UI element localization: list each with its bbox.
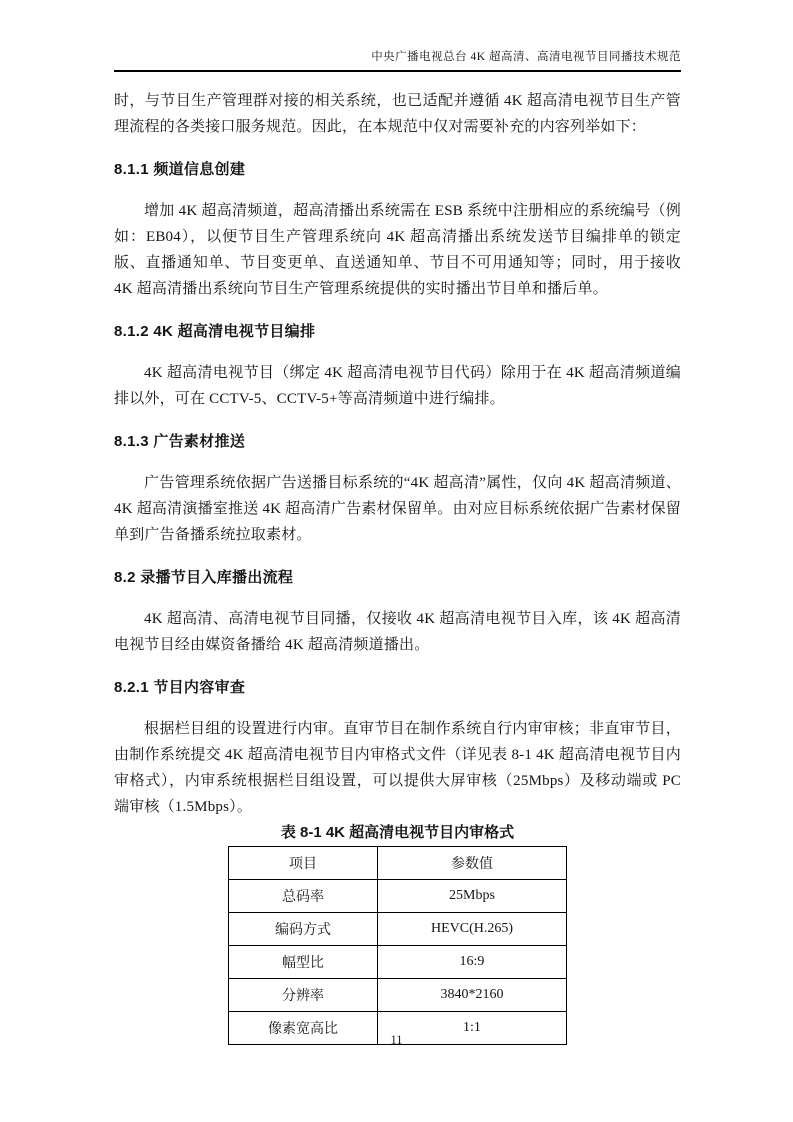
table-cell-item: 分辨率 xyxy=(229,979,378,1012)
section-heading-8-1-3: 8.1.3 广告素材推送 xyxy=(114,433,246,450)
table-cell-value: 25Mbps xyxy=(378,880,567,913)
table-row xyxy=(229,946,567,979)
table-cell-item: 像素宽高比 xyxy=(229,1012,378,1045)
section-heading-8-2-1: 8.2.1 节目内容审查 xyxy=(114,679,246,696)
table-cell-value: 16:9 xyxy=(378,946,567,979)
section-body-8-1-3: 广告管理系统依据广告送播目标系统的“4K 超高清”属性，仅向 4K 超高清频道、4K 超高清演播室推送 4K 超高清广告素材保留单。由对应目标系统依据广告素材保留单到广告备播系统拉取素材。 xyxy=(114,475,681,543)
table-header-row xyxy=(229,847,567,880)
section-body-8-2: 4K 超高清、高清电视节目同播，仅接收 4K 超高清电视节目入库，该 4K 超高清电视节目经由媒资备播给 4K 超高清频道播出。 xyxy=(114,611,681,653)
table-row xyxy=(229,913,567,946)
page-number: 11 xyxy=(390,1033,403,1047)
review-format-table xyxy=(228,846,567,1045)
section-body-8-2-1: 根据栏目组的设置进行内审。直审节目在制作系统自行内审审核；非直审节目，由制作系统提交 4K 超高清电视节目内审格式文件（详见表 8-1 4K 超高清电视节目内审格式），内审系统根据栏目组设置，可以提供大屏审核（25Mbps）及移动端或 PC 端审核（1.5Mbps）。 xyxy=(114,721,681,815)
table-row xyxy=(229,880,567,913)
page-header xyxy=(114,0,681,72)
intro-paragraph: 时，与节目生产管理群对接的相关系统，也已适配并遵循 4K 超高清电视节目生产管理流程的各类接口服务规范。因此，在本规范中仅对需要补充的内容列举如下： xyxy=(114,93,681,135)
header-title: 中央广播电视总台 4K 超高清、高清电视节目同播技术规范 xyxy=(371,51,681,63)
section-heading-8-1-2: 8.1.2 4K 超高清电视节目编排 xyxy=(114,323,316,340)
table-row xyxy=(229,979,567,1012)
table-caption: 表 8-1 4K 超高清电视节目内审格式 xyxy=(280,824,515,841)
section-heading-8-1-1: 8.1.1 频道信息创建 xyxy=(114,161,246,178)
table-header-value: 参数值 xyxy=(378,847,567,880)
table-header-item: 项目 xyxy=(229,847,378,880)
table-cell-item: 编码方式 xyxy=(229,913,378,946)
table-cell-value: HEVC(H.265) xyxy=(378,913,567,946)
table-cell-item: 总码率 xyxy=(229,880,378,913)
section-body-8-1-2: 4K 超高清电视节目（绑定 4K 超高清电视节目代码）除用于在 4K 超高清频道编排以外，可在 CCTV-5、CCTV-5+等高清频道中进行编排。 xyxy=(114,365,681,407)
table-cell-value: 1:1 xyxy=(378,1012,567,1045)
table-cell-value: 3840*2160 xyxy=(378,979,567,1012)
table-cell-item: 幅型比 xyxy=(229,946,378,979)
section-heading-8-2: 8.2 录播节目入库播出流程 xyxy=(114,569,294,586)
section-body-8-1-1: 增加 4K 超高清频道，超高清播出系统需在 ESB 系统中注册相应的系统编号（例如：EB04），以便节目生产管理系统向 4K 超高清播出系统发送节目编排单的锁定版、直播通知单、节目变更单、直送通知单、节目不可用通知等；同时，用于接收 4K 超高清播出系统向节目生产管理系统提供的实时播出节目单和播后单。 xyxy=(114,203,681,297)
